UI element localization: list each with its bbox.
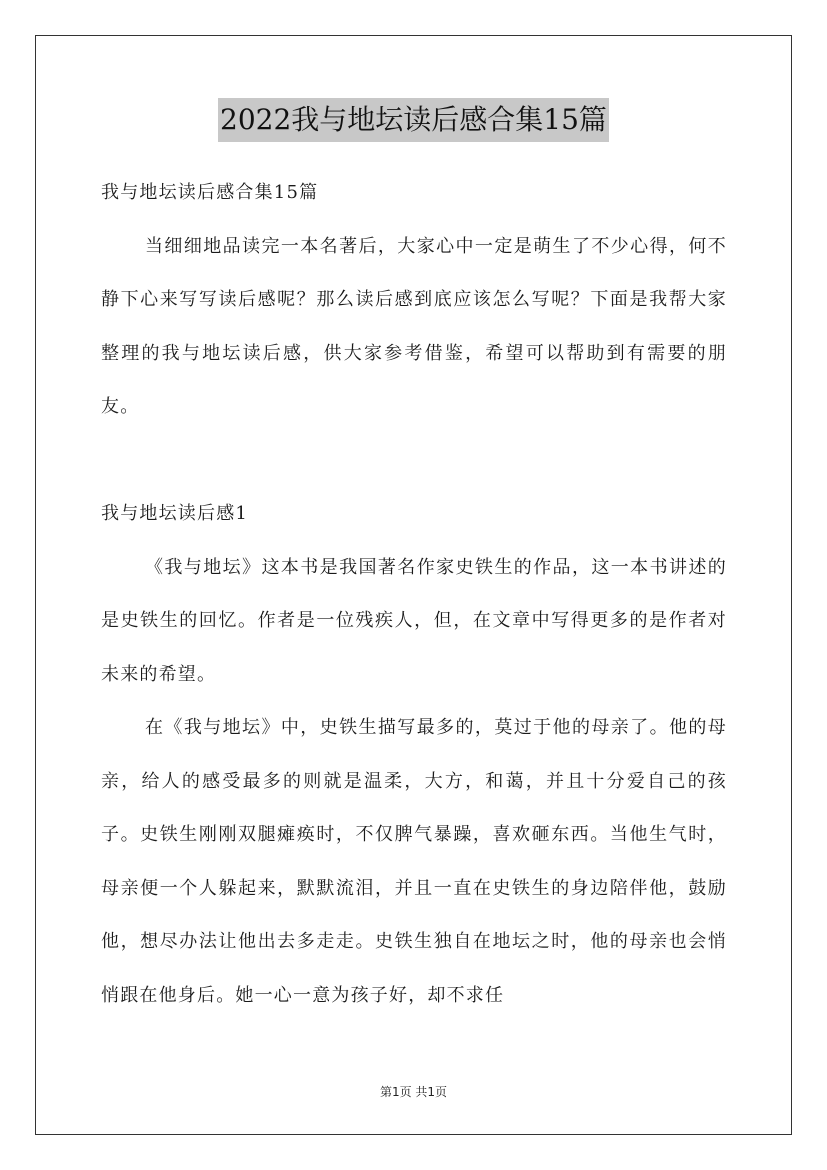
intro-paragraph: 当细细地品读完一本名著后，大家心中一定是萌生了不少心得，何不静下心来写写读后感呢？那么读后感到底应该怎么写呢？下面是我帮大家整理的我与地坛读后感，供大家参考借鉴，希望可以帮助到有需要的朋友。 xyxy=(101,235,727,417)
document-title: 2022我与地坛读后感合集15篇 xyxy=(218,98,609,142)
document-subtitle: 我与地坛读后感合集15篇 xyxy=(101,182,319,203)
title-container xyxy=(0,98,827,142)
document-body xyxy=(101,166,727,1022)
section-paragraph-1: 《我与地坛》这本书是我国著名作家史铁生的作品，这一本书讲述的是史铁生的回忆。作者是一位残疾人，但，在文章中写得更多的是作者对未来的希望。 xyxy=(101,556,727,685)
section-paragraph-2: 在《我与地坛》中，史铁生描写最多的，莫过于他的母亲了。他的母亲，给人的感受最多的则就是温柔，大方，和蔼，并且十分爱自己的孩子。史铁生刚刚双腿瘫痪时，不仅脾气暴躁，喜欢砸东西。当他生气时，母亲便一个人躲起来，默默流泪，并且一直在史铁生的身边陪伴他，鼓励他，想尽办法让他出去多走走。史铁生独自在地坛之时，他的母亲也会悄悄跟在他身后。她一心一意为孩子好，却不求任 xyxy=(101,717,727,1006)
paragraph-spacer xyxy=(101,434,727,488)
page-footer: 第1页 共1页 xyxy=(379,1085,448,1099)
section-heading: 我与地坛读后感1 xyxy=(101,503,249,524)
